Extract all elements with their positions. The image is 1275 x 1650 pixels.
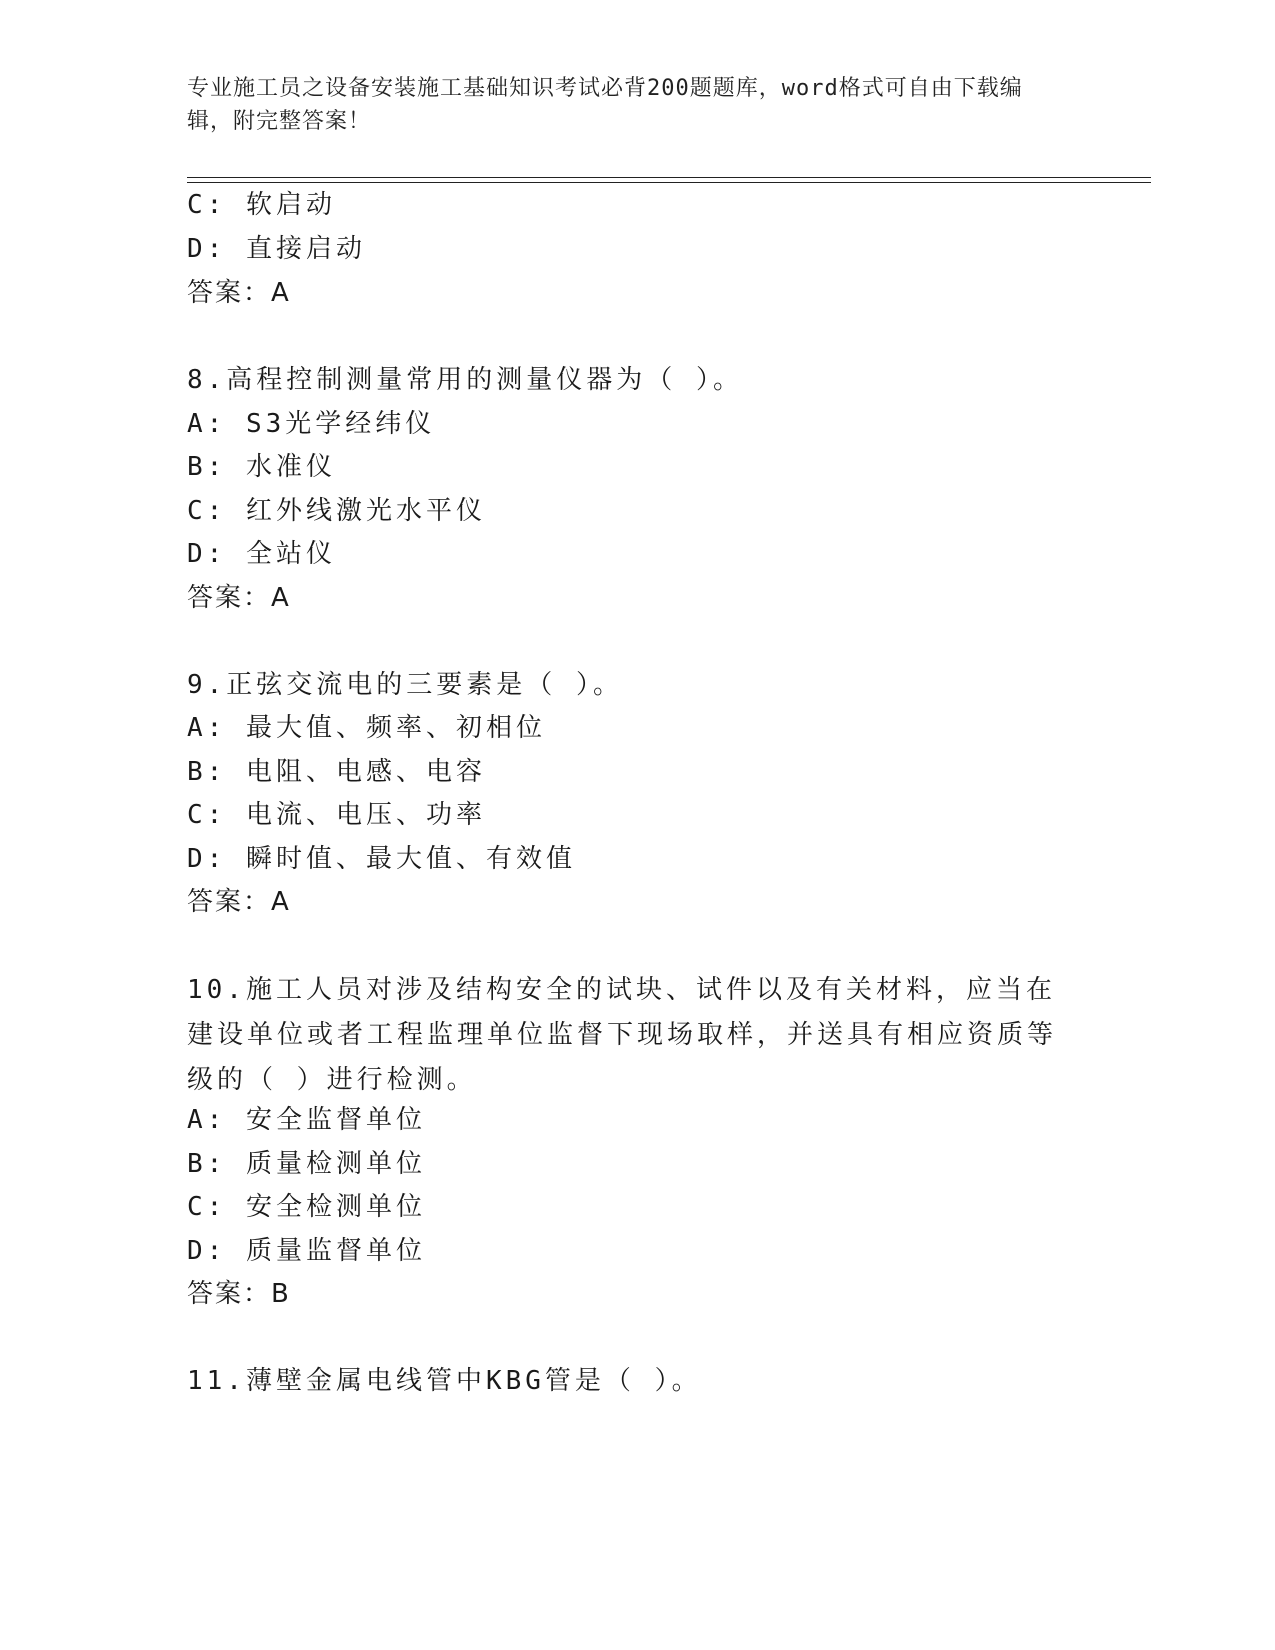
q10-option-c: C: 安全检测单位 — [187, 1192, 426, 1222]
prev-option-c: C: 软启动 — [187, 190, 336, 220]
q10-option-b: B: 质量检测单位 — [187, 1149, 426, 1179]
q10-stem: 10.施工人员对涉及结构安全的试块、试件以及有关材料，应当在建设单位或者工程监理单位监督下现场取样，并送具有相应资质等级的（ ）进行检测。 — [187, 975, 1058, 1095]
prev-option-d: D: 直接启动 — [187, 234, 366, 264]
q9-answer: 答案：A — [187, 887, 291, 917]
q9-option-a: A: 最大值、频率、初相位 — [187, 713, 546, 743]
q11-stem: 11.薄壁金属电线管中KBG管是（ ）。 — [187, 1366, 702, 1396]
q10-answer: 答案：B — [187, 1279, 291, 1309]
q9-option-c: C: 电流、电压、功率 — [187, 800, 486, 830]
document-header: 专业施工员之设备安装施工基础知识考试必背200题题库，word格式可自由下载编辑，附完整答案！ — [187, 76, 1023, 134]
q8-stem: 8.高程控制测量常用的测量仪器为（ ）。 — [187, 365, 743, 395]
q8-answer: 答案：A — [187, 583, 291, 613]
q10-option-a: A: 安全监督单位 — [187, 1105, 426, 1135]
q8-option-a: A: S3光学经纬仪 — [187, 409, 436, 439]
q8-option-b: B: 水准仪 — [187, 452, 336, 482]
prev-answer: 答案：A — [187, 278, 291, 308]
header-divider-bottom — [187, 182, 1151, 183]
q9-stem: 9.正弦交流电的三要素是（ ）。 — [187, 670, 623, 700]
header-divider-top — [187, 177, 1151, 178]
q10-option-d: D: 质量监督单位 — [187, 1236, 426, 1266]
q9-option-b: B: 电阻、电感、电容 — [187, 757, 486, 787]
q9-option-d: D: 瞬时值、最大值、有效值 — [187, 844, 576, 874]
q8-option-c: C: 红外线激光水平仪 — [187, 496, 486, 526]
q8-option-d: D: 全站仪 — [187, 539, 336, 569]
